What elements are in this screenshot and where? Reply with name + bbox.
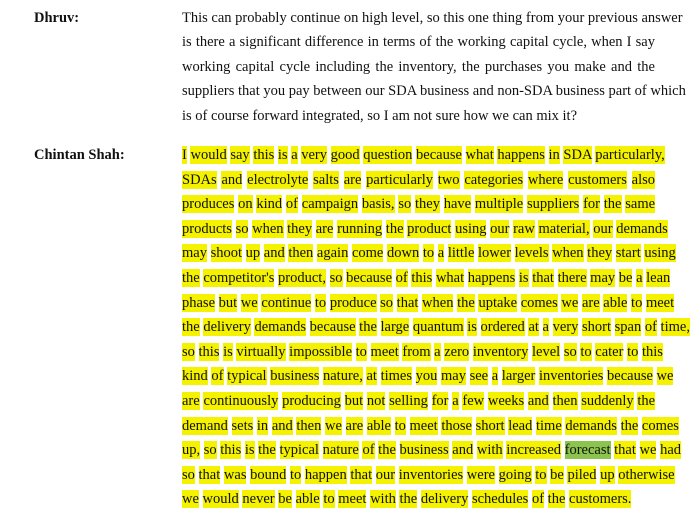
highlighted-word: times: [380, 368, 412, 385]
highlighted-word: would: [202, 491, 239, 508]
highlighted-word: up: [600, 466, 615, 483]
highlighted-word: a: [491, 368, 499, 385]
highlighted-word: and: [527, 392, 549, 409]
text-line: [182, 343, 663, 360]
highlighted-word: they: [414, 196, 440, 213]
highlighted-word: had: [660, 442, 682, 459]
highlighted-word: is: [277, 147, 288, 163]
highlighted-word: in: [256, 417, 269, 434]
highlighted-word: the: [258, 442, 276, 459]
highlighted-word: weeks: [487, 392, 525, 409]
highlighted-word: products: [182, 220, 232, 237]
highlighted-word: shoot: [210, 245, 243, 262]
highlighted-word: bound: [250, 466, 287, 483]
speaker-name: Dhruv:: [34, 10, 80, 26]
highlighted-word: at: [528, 319, 539, 336]
highlighted-word: so: [235, 220, 249, 237]
highlighted-word: that: [532, 269, 554, 286]
text-line: is of course forward integrated, so I am not sure how we can mix it?: [182, 107, 578, 124]
highlighted-word: that: [350, 466, 373, 483]
text-line: [182, 294, 675, 311]
highlighted-word: is: [467, 319, 477, 336]
highlighted-word: business: [270, 368, 320, 385]
highlighted-word: so: [182, 466, 195, 483]
text-line: [182, 220, 668, 237]
highlighted-word: electrolyte: [247, 171, 309, 188]
highlighted-word: but: [218, 294, 238, 311]
highlighted-word: be: [278, 491, 292, 508]
highlighted-word: meet: [409, 417, 438, 434]
highlighted-word: start: [615, 245, 641, 262]
highlighted-word: is: [518, 269, 529, 286]
highlighted-word: the: [399, 491, 418, 508]
highlighted-word: time: [535, 417, 562, 434]
highlighted-word: zero: [444, 343, 470, 360]
text-line: [182, 319, 690, 336]
highlighted-word: we: [561, 294, 579, 311]
highlighted-word: is: [244, 442, 255, 459]
highlighted-word: be: [618, 269, 633, 286]
highlighted-word: salts: [313, 171, 339, 188]
highlighted-word: typical: [279, 442, 319, 459]
highlighted-word: where: [527, 171, 564, 188]
highlighted-word: delivery: [203, 319, 251, 336]
highlighted-word: to: [627, 343, 639, 360]
highlighted-word: because: [346, 269, 393, 286]
highlighted-word: with: [370, 491, 396, 508]
highlighted-word: meet: [645, 294, 675, 311]
highlighted-word: cater: [595, 343, 624, 360]
highlighted-word: larger: [501, 368, 536, 385]
highlighted-word: are: [345, 417, 364, 434]
highlighted-word: competitor's: [203, 269, 275, 286]
highlighted-word: this: [220, 442, 242, 459]
highlighted-word: little: [447, 245, 475, 262]
text-line: [182, 417, 679, 434]
highlighted-word: campaign: [301, 196, 359, 213]
highlighted-word: particularly,: [595, 147, 665, 163]
text-line: [182, 466, 675, 483]
highlighted-word: schedules: [471, 491, 529, 508]
speaker-name: Chintan Shah:: [34, 147, 125, 163]
highlighted-word: to: [355, 343, 367, 360]
highlighted-word: was: [223, 466, 247, 483]
highlighted-word: those: [441, 417, 472, 434]
highlighted-word: short: [581, 319, 611, 336]
highlighted-word: never: [242, 491, 275, 508]
highlighted-word: and: [271, 417, 293, 434]
highlighted-word: we: [182, 491, 199, 508]
highlighted-word: of: [362, 442, 375, 459]
highlighted-word: two: [437, 171, 460, 188]
highlighted-word: produce: [329, 294, 377, 311]
highlighted-word: raw: [513, 220, 535, 237]
highlighted-word: a: [542, 319, 549, 336]
highlighted-word: able: [603, 294, 628, 311]
highlighted-word: inventory: [472, 343, 529, 360]
highlighted-word: and: [221, 171, 243, 188]
highlighted-word: particularly: [366, 171, 434, 188]
highlighted-word: the: [182, 319, 200, 336]
text-line: suppliers that you pay between our SDA business and non-SDA business part of which: [182, 83, 686, 100]
text-line: This can probably continue on high level, so this one thing from your previous answer: [182, 10, 683, 26]
highlighted-word: would: [190, 147, 227, 163]
highlighted-word: selling: [389, 392, 428, 409]
highlighted-word: so: [203, 442, 217, 459]
highlighted-word: to: [535, 466, 547, 483]
highlighted-word: the: [457, 294, 475, 311]
highlighted-word: meet: [338, 491, 367, 508]
highlighted-word: same: [625, 196, 656, 213]
highlighted-word: produces: [182, 196, 235, 213]
highlighted-word: a: [434, 343, 441, 360]
highlighted-word: suddenly: [581, 392, 634, 409]
highlighted-word: to: [580, 343, 592, 360]
highlighted-word: with: [476, 442, 503, 459]
highlighted-word: to: [394, 417, 406, 434]
highlighted-word: kind: [256, 196, 283, 213]
text-line: is there a significant difference in terms of the working capital cycle, when I say: [182, 34, 655, 51]
highlighted-word: in: [548, 147, 560, 163]
highlighted-word: levels: [514, 245, 549, 262]
highlighted-word: delivery: [420, 491, 469, 508]
highlighted-word: for: [583, 196, 601, 213]
highlighted-word: categories: [464, 171, 524, 188]
highlighted-word: piled: [567, 466, 597, 483]
highlighted-word: large: [380, 319, 410, 336]
highlighted-word: suppliers: [526, 196, 580, 213]
highlighted-word: not: [366, 392, 386, 409]
highlighted-word: to: [631, 294, 643, 311]
highlighted-word: be: [550, 466, 564, 483]
highlighted-word: that: [198, 466, 221, 483]
highlighted-word: this: [198, 343, 220, 360]
highlighted-word: then: [288, 245, 314, 262]
highlighted-word: the: [385, 220, 404, 237]
highlighted-word: may: [590, 269, 616, 286]
highlighted-word: of: [531, 491, 545, 508]
highlighted-word: is: [223, 343, 233, 360]
highlighted-word: typical: [227, 368, 267, 385]
highlighted-word: what: [465, 147, 494, 163]
highlighted-word: a: [636, 269, 643, 286]
highlighted-word: lower: [478, 245, 512, 262]
speech-text-highlighted: [182, 147, 690, 516]
highlighted-word: short: [475, 417, 505, 434]
highlighted-word: they: [287, 220, 313, 237]
highlighted-word: are: [343, 171, 362, 188]
highlighted-word: otherwise: [618, 466, 675, 483]
highlighted-word: say: [230, 147, 250, 163]
highlighted-word: quantum: [412, 319, 464, 336]
highlighted-word: product,: [278, 269, 326, 286]
highlighted-word: sets: [231, 417, 254, 434]
highlighted-word: because: [607, 368, 653, 385]
highlighted-word: are: [581, 294, 600, 311]
highlighted-word: I: [182, 147, 187, 163]
highlighted-word: continue: [261, 294, 312, 311]
highlighted-word: that: [614, 442, 636, 459]
highlighted-word: up,: [182, 442, 201, 459]
highlighted-word: again: [316, 245, 349, 262]
highlighted-word: we: [240, 294, 258, 311]
highlighted-word: continuously: [203, 392, 279, 409]
highlighted-word: our: [593, 220, 613, 237]
highlighted-word: able: [366, 417, 391, 434]
highlighted-word: we: [639, 442, 657, 459]
highlighted-word: we: [324, 417, 342, 434]
highlighted-word: nature: [322, 442, 359, 459]
highlighted-word: span: [614, 319, 642, 336]
highlighted-word: on: [238, 196, 253, 213]
highlighted-word: lean: [646, 269, 671, 286]
highlighted-word: may: [441, 368, 466, 385]
highlighted-word: to: [289, 466, 302, 483]
highlighted-word: this: [641, 343, 663, 360]
highlighted-word: are: [182, 392, 200, 409]
highlighted-word: so: [182, 343, 195, 360]
text-line: [182, 269, 671, 286]
highlighted-word: but: [344, 392, 364, 409]
text-line: [182, 196, 655, 212]
highlighted-word: happens: [497, 147, 545, 163]
highlighted-word: see: [469, 368, 489, 385]
text-line: [182, 368, 674, 385]
highlighted-word: down: [386, 245, 420, 262]
highlighted-word: then: [552, 392, 578, 409]
highlighted-word: able: [295, 491, 320, 508]
highlighted-word: lead: [508, 417, 533, 434]
highlighted-word: the: [637, 392, 656, 409]
highlighted-word: come: [351, 245, 384, 262]
highlighted-word: for: [431, 392, 449, 409]
highlighted-word: comes: [641, 417, 679, 434]
text-line: [182, 245, 676, 262]
text-line: [182, 442, 682, 459]
highlighted-word: a: [291, 147, 298, 163]
highlighted-word: material,: [538, 220, 590, 237]
highlighted-word: basis,: [361, 196, 395, 213]
highlighted-word: the: [359, 319, 377, 336]
highlighted-word: of: [285, 196, 299, 213]
highlighted-word: impossible: [289, 343, 353, 360]
highlighted-word: and: [263, 245, 285, 262]
highlighted-word: you: [415, 368, 438, 385]
highlighted-word: our: [490, 220, 510, 237]
text-line: working capital cycle including the inventory, the purchases you make and the: [182, 58, 655, 75]
highlighted-word: and: [452, 442, 474, 459]
highlighted-word: uptake: [478, 294, 518, 311]
highlighted-word: because: [416, 147, 462, 163]
highlighted-word: when: [552, 245, 584, 262]
highlighted-word: running: [337, 220, 383, 237]
highlighted-word: this: [253, 147, 275, 163]
highlighted-word: so: [380, 294, 394, 311]
highlighted-word: a: [437, 245, 445, 262]
highlighted-word: have: [443, 196, 472, 213]
highlighted-word: because: [309, 319, 356, 336]
highlighted-word: are: [315, 220, 334, 237]
highlighted-word: demand: [182, 417, 228, 434]
highlighted-word: the: [620, 417, 639, 434]
highlighted-word: using: [644, 245, 676, 262]
highlighted-word: of: [644, 319, 657, 336]
highlighted-word: of: [211, 368, 224, 385]
highlighted-word: multiple: [474, 196, 524, 213]
highlighted-word: also: [631, 171, 656, 188]
highlighted-word: happens: [467, 269, 516, 286]
highlighted-word: SDA: [563, 147, 592, 163]
highlighted-word: of: [395, 269, 408, 286]
highlighted-word: so: [398, 196, 412, 213]
text-line: [182, 172, 655, 188]
highlighted-word: were: [466, 466, 495, 483]
highlighted-word: so: [329, 269, 343, 286]
highlighted-word: very: [301, 147, 328, 163]
highlighted-word: nature,: [323, 368, 363, 385]
text-line: [182, 147, 665, 163]
highlighted-word: to: [422, 245, 435, 262]
highlighted-word: using: [455, 220, 487, 237]
highlighted-word: when: [422, 294, 454, 311]
highlighted-word: a: [452, 392, 459, 409]
highlighted-word: what: [435, 269, 465, 286]
highlighted-word: meet: [370, 343, 399, 360]
highlighted-word: inventories: [398, 466, 464, 483]
highlighted-word: demands: [565, 417, 617, 434]
highlighted-word: customers: [568, 171, 627, 188]
highlighted-word: the: [603, 196, 622, 213]
highlighted-word: customers.: [569, 491, 632, 508]
text-line: [182, 491, 655, 507]
text-line: [182, 393, 655, 409]
highlighted-word: question: [363, 147, 413, 163]
highlighted-word: kind: [182, 368, 208, 385]
highlighted-word: they: [587, 245, 613, 262]
highlighted-word: good: [330, 147, 360, 163]
highlighted-word: ordered: [480, 319, 525, 336]
highlighted-word: level: [532, 343, 561, 360]
highlighted-word: up: [245, 245, 261, 262]
highlighted-word: time,: [660, 319, 690, 336]
highlighted-word: producing: [282, 392, 341, 409]
highlighted-word: the: [547, 491, 566, 508]
highlighted-word: inventories: [538, 368, 604, 385]
highlighted-word: to: [323, 491, 335, 508]
speech-text: [182, 10, 686, 132]
highlighted-word: the: [378, 442, 396, 459]
highlighted-word: our: [375, 466, 396, 483]
highlighted-word: when: [252, 220, 284, 237]
highlighted-word: we: [656, 368, 674, 385]
highlighted-word: from: [402, 343, 431, 360]
highlighted-word: to: [314, 294, 327, 311]
highlighted-word: very: [552, 319, 579, 336]
highlighted-word: may: [182, 245, 207, 262]
highlighted-word: then: [296, 417, 322, 434]
highlighted-word: business: [399, 442, 449, 459]
highlighted-word: virtually: [236, 343, 286, 360]
highlighted-word: few: [462, 392, 485, 409]
highlighted-word: comes: [520, 294, 558, 311]
highlighted-word: forecast: [564, 442, 611, 459]
highlighted-word: so: [563, 343, 577, 360]
highlighted-word: demands: [616, 220, 668, 237]
highlighted-word: phase: [182, 294, 216, 311]
highlighted-word: that: [396, 294, 419, 311]
highlighted-word: at: [366, 368, 377, 385]
highlighted-word: SDAs: [182, 171, 217, 188]
highlighted-word: happen: [304, 466, 347, 483]
highlighted-word: there: [557, 269, 587, 286]
highlighted-word: the: [182, 269, 200, 286]
highlighted-word: increased: [506, 442, 562, 459]
highlighted-word: product: [407, 220, 452, 237]
highlighted-word: this: [411, 269, 433, 286]
highlighted-word: going: [498, 466, 532, 483]
highlighted-word: demands: [254, 319, 307, 336]
